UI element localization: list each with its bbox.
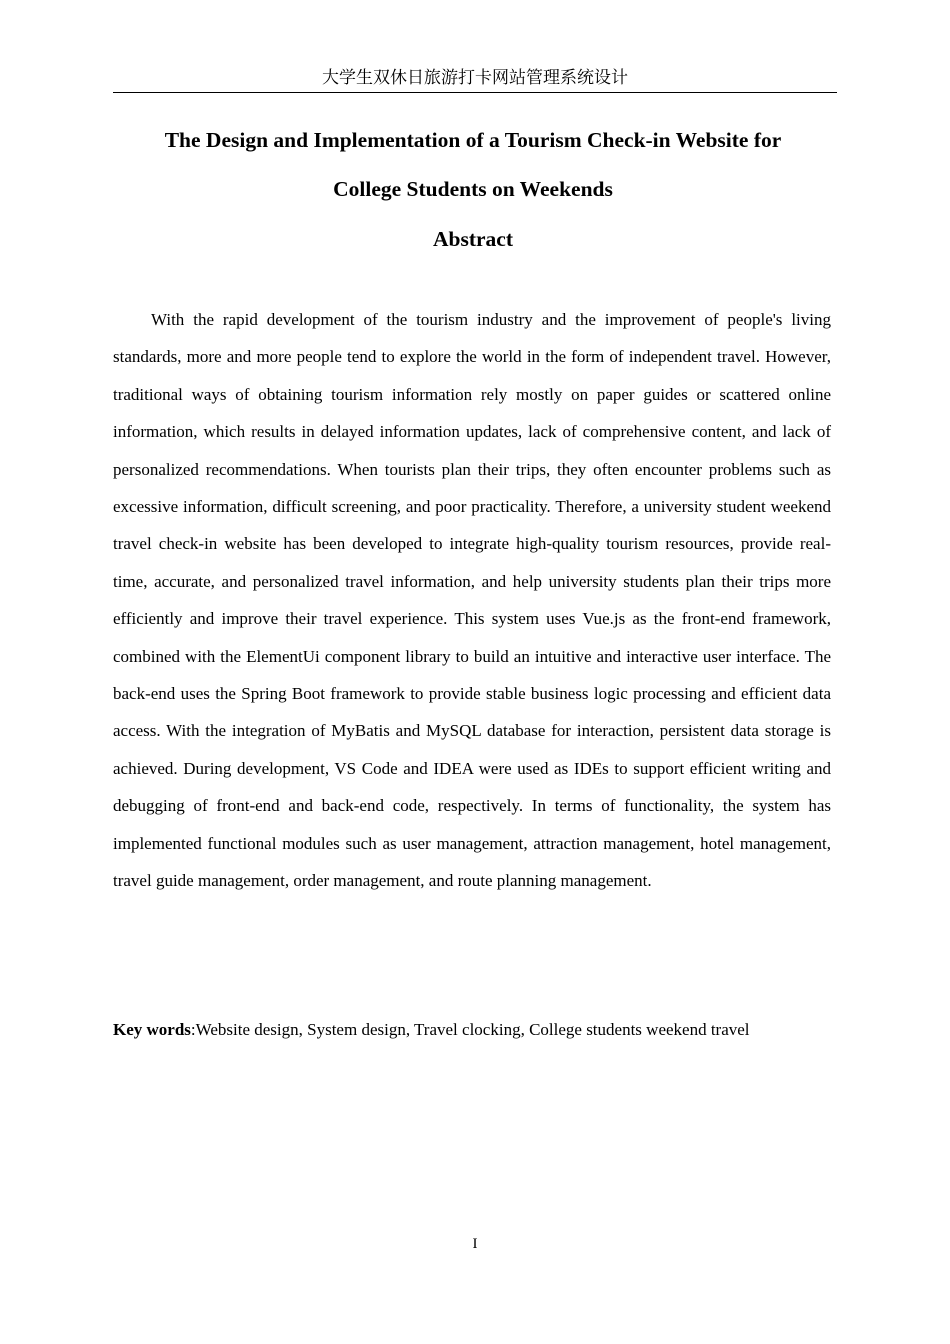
document-title-line-2: College Students on Weekends (333, 177, 613, 201)
keywords-text: Website design, System design, Travel clocking, College students weekend travel (195, 1020, 750, 1039)
document-title-line-1: The Design and Implementation of a Tourism Check-in Website for (164, 128, 782, 152)
abstract-body: With the rapid development of the tourism industry and the improvement of people's living standards, more and more people tend to explore the world in the form of independent travel. However, traditional ways of obtaining tourism information rely mostly on paper guides or scattered online information, which results in delayed information updates, lack of comprehensive content, and lack of personalized recommendations. When tourists plan their trips, they often encounter problems such as excessive information, difficult screening, and poor practicality. Therefore, a university student weekend travel check-in website has been developed to integrate high-quality tourism resources, provide real-time, accurate, and personalized travel information, and help university students plan their trips more efficiently and improve their travel experience. This system uses Vue.js as the front-end framework, combined with the ElementUi component library to build an intuitive and interactive user interface. The back-end uses the Spring Boot framework to provide stable business logic processing and efficient data access. With the integration of MyBatis and MySQL database for interaction, persistent data storage is achieved. During development, VS Code and IDEA were used as IDEs to support efficient writing and debugging of front-end and back-end code, respectively. In terms of functionality, the system has implemented functional modules such as user management, attraction management, hotel management, travel guide management, order management, and route planning management. (113, 310, 831, 891)
keywords (113, 1011, 843, 1048)
running-header (113, 64, 837, 93)
running-header-title: 大学生双休日旅游打卡网站管理系统设计 (322, 68, 628, 88)
abstract-heading: Abstract (432, 227, 513, 251)
keywords-separator: : (190, 1020, 196, 1039)
document-title (113, 116, 833, 214)
page-number: I (472, 1236, 478, 1252)
keywords-label: Key words (113, 1020, 191, 1039)
